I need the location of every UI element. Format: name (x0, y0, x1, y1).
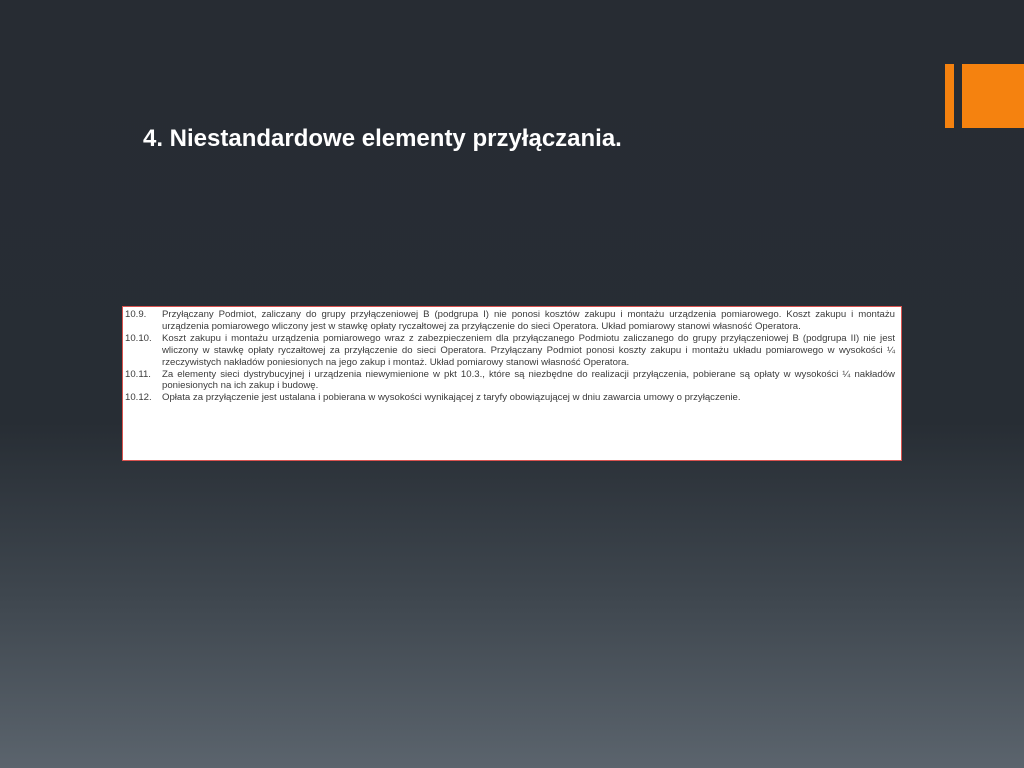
clause-10-12 (123, 392, 895, 404)
clause-number: 10.10. (125, 332, 152, 344)
accent-bar-thick (962, 64, 1024, 128)
clause-text: Za elementy sieci dystrybucyjnej i urządzenia niewymienione w pkt 10.3., które są niezbędne do realizacji przyłączenia, pobierane są opłaty w wysokości ¼ nakładów poniesionych na ich zakup i budowę. (162, 368, 895, 392)
clause-number: 10.9. (125, 309, 147, 320)
slide-title: 4. Niestandardowe elementy przyłączania. (143, 125, 622, 152)
clause-text: Przyłączany Podmiot, zaliczany do grupy przyłączeniowej B (podgrupa I) nie ponosi kosztów zakupu i montażu urządzenia pomiarowego. Koszt zakupu i montażu urządzenia pomiarowego wliczony jest w stawkę opłaty ryczałtowej za przyłączenie do sieci Operatora. Układ pomiarowy stanowi własność Operatora. (162, 309, 895, 332)
clause-10-11 (123, 369, 895, 393)
accent-bar-thin (945, 64, 954, 128)
clause-number: 10.11. (125, 368, 151, 380)
clause-text: Koszt zakupu i montażu urządzenia pomiarowego wraz z zabezpieczeniem dla przyłączanego Podmiotu zaliczanego do grupy przyłączeniowej B (podgrupa II) nie jest wliczony w stawkę opłaty ryczałtowej za przyłączenie do sieci Operatora. Przyłączany Podmiot ponosi koszty zakupu i montażu układu pomiarowego w wysokości ¼ rzeczywistych nakładów poniesionych na jego zakup i montaż. Układ pomiarowy stanowi własność Operatora. (162, 332, 895, 368)
clause-10-10 (123, 333, 895, 369)
clause-number: 10.12. (125, 392, 152, 404)
clause-text: Opłata za przyłączenie jest ustalana i pobierana w wysokości wynikającej z taryfy obowiązującej w dniu zawarcia umowy o przyłączenie. (162, 392, 741, 404)
clause-10-9 (123, 309, 895, 333)
document-excerpt (122, 306, 902, 461)
